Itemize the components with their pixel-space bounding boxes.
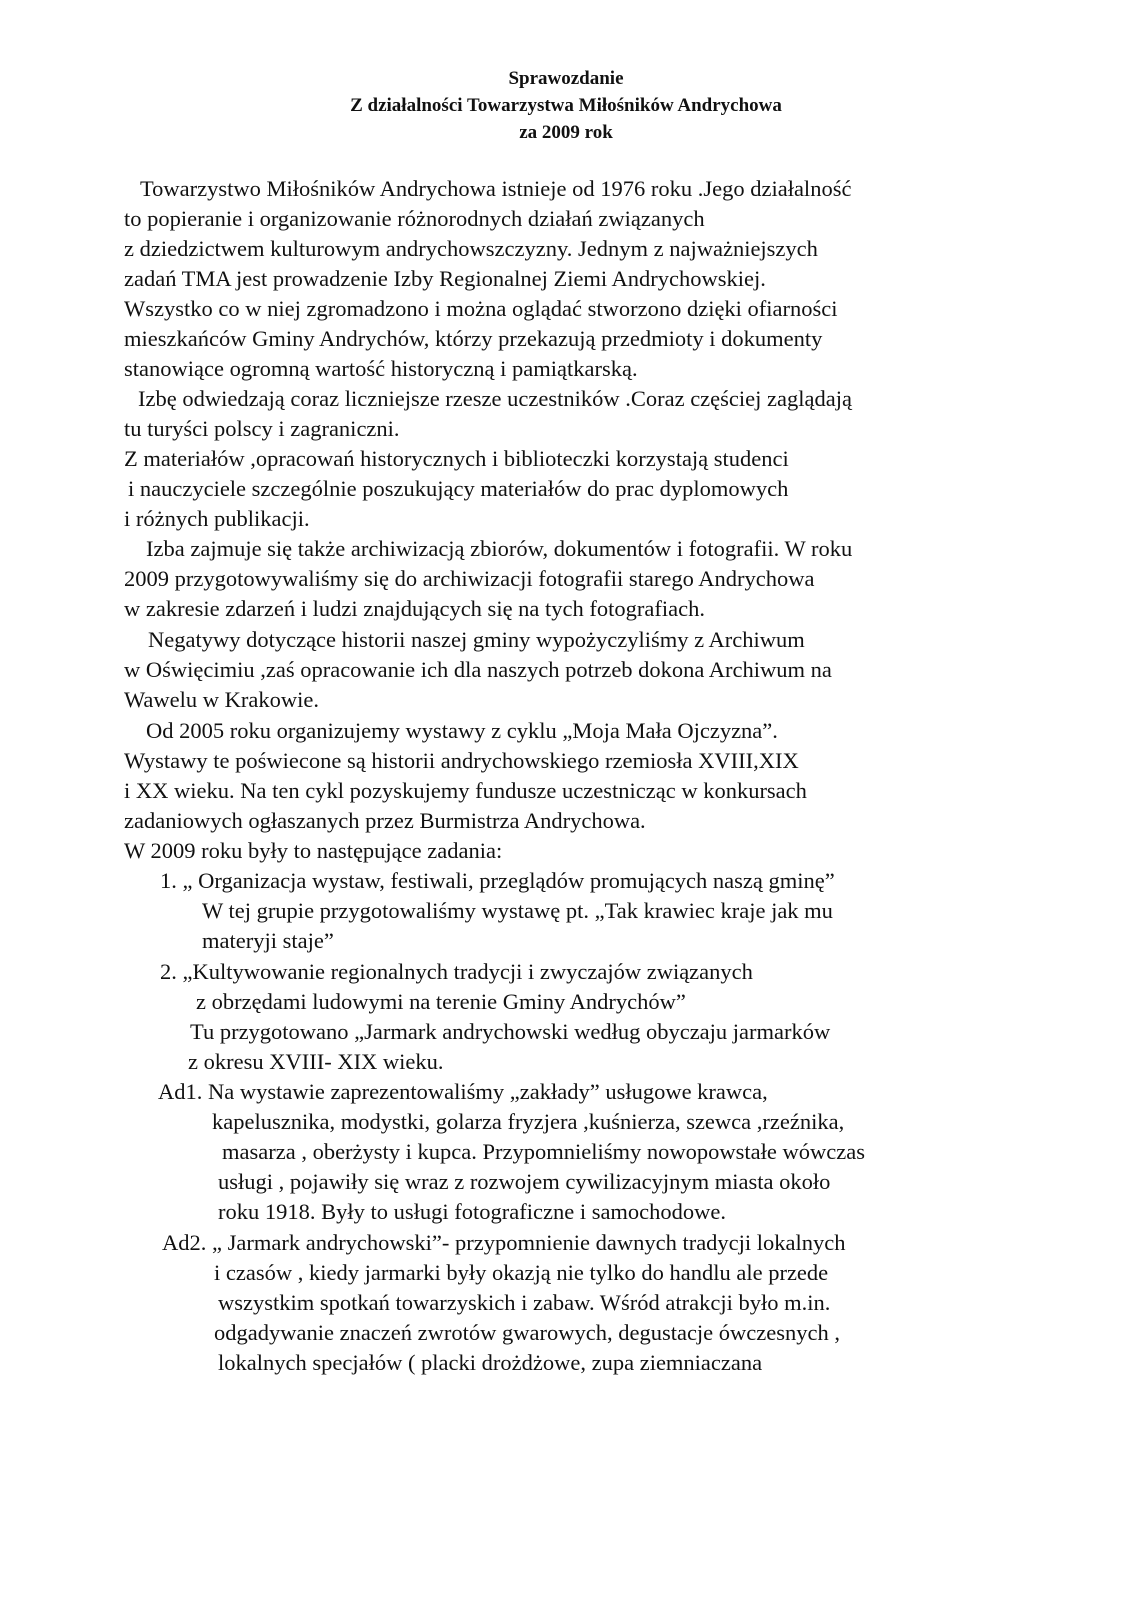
text-line: i nauczyciele szczególnie poszukujący materiałów do prac dyplomowych [128, 476, 789, 501]
text-line: W tej grupie przygotowaliśmy wystawę pt. „Tak krawiec kraje jak mu [202, 898, 833, 923]
text-line: i różnych publikacji. [124, 506, 310, 531]
text-line: z okresu XVIII- XIX wieku. [188, 1049, 444, 1074]
text-line: i czasów , kiedy jarmarki były okazją nie tylko do handlu ale przede [214, 1260, 829, 1285]
text-line: Negatywy dotyczące historii naszej gminy wypożyczyliśmy z Archiwum [148, 627, 805, 652]
text-line: kapelusznika, modystki, golarza fryzjera ,kuśnierza, szewca ,rzeźnika, [212, 1109, 845, 1134]
text-line: Z materiałów ,opracowań historycznych i biblioteczki korzystają studenci [124, 446, 789, 471]
text-line: Wszystko co w niej zgromadzono i można oglądać stworzono dzięki ofiarności [124, 296, 838, 321]
text-line: roku 1918. Były to usługi fotograficzne i samochodowe. [218, 1199, 727, 1224]
text-line: Wawelu w Krakowie. [124, 687, 319, 712]
text-line: usługi , pojawiły się wraz z rozwojem cywilizacyjnym miasta około [218, 1169, 831, 1194]
text-line: i XX wieku. Na ten cykl pozyskujemy fundusze uczestnicząc w konkursach [124, 778, 807, 803]
text-line: Ad2. „ Jarmark andrychowski”- przypomnienie dawnych tradycji lokalnych [162, 1230, 846, 1255]
text-line: Towarzystwo Miłośników Andrychowa istnieje od 1976 roku .Jego działalność [140, 176, 852, 201]
text-line: to popieranie i organizowanie różnorodnych działań związanych [124, 206, 705, 231]
text-line: z dziedzictwem kulturowym andrychowszczyzny. Jednym z najważniejszych [124, 236, 818, 261]
text-line: tu turyści polscy i zagraniczni. [124, 416, 400, 441]
text-line: w zakresie zdarzeń i ludzi znajdujących się na tych fotografiach. [124, 596, 705, 621]
document-title: Sprawozdanie [508, 68, 624, 89]
text-line: w Oświęcimiu ,zaś opracowanie ich dla naszych potrzeb dokona Archiwum na [124, 657, 832, 682]
text-line: z obrzędami ludowymi na terenie Gminy Andrychów” [196, 989, 686, 1014]
text-line: Tu przygotowano „Jarmark andrychowski według obyczaju jarmarków [190, 1019, 831, 1044]
text-line: wszystkim spotkań towarzyskich i zabaw. Wśród atrakcji było m.in. [218, 1290, 831, 1315]
text-line: Ad1. Na wystawie zaprezentowaliśmy „zakłady” usługowe krawca, [158, 1079, 768, 1104]
text-line: zadaniowych ogłaszanych przez Burmistrza Andrychowa. [124, 808, 646, 833]
text-line: odgadywanie znaczeń zwrotów gwarowych, degustacje ówczesnych , [214, 1320, 840, 1345]
list-item: 1. „ Organizacja wystaw, festiwali, przeglądów promujących naszą gminę” [160, 868, 835, 893]
text-line: Izbę odwiedzają coraz liczniejsze rzesze uczestników .Coraz częściej zaglądają [138, 386, 852, 411]
text-line: masarza , oberżysty i kupca. Przypomnieliśmy nowopowstałe wówczas [222, 1139, 865, 1164]
text-line: Wystawy te poświecone są historii andrychowskiego rzemiosła XVIII,XIX [124, 748, 799, 773]
text-line: W 2009 roku były to następujące zadania: [124, 838, 503, 863]
text-line: Izba zajmuje się także archiwizacją zbiorów, dokumentów i fotografii. W roku [146, 536, 853, 561]
document-subtitle: Z działalności Towarzystwa Miłośników Andrychowa [350, 95, 782, 116]
text-line: Od 2005 roku organizujemy wystawy z cyklu „Moja Mała Ojczyzna”. [146, 718, 778, 743]
text-line: mieszkańców Gminy Andrychów, którzy przekazują przedmioty i dokumenty [124, 326, 823, 351]
text-line: zadań TMA jest prowadzenie Izby Regionalnej Ziemi Andrychowskiej. [124, 266, 766, 291]
text-line: 2009 przygotowywaliśmy się do archiwizacji fotografii starego Andrychowa [124, 566, 815, 591]
text-line: materyji staje” [202, 928, 334, 953]
list-item: 2. „Kultywowanie regionalnych tradycji i zwyczajów związanych [160, 959, 753, 984]
text-line: lokalnych specjałów ( placki drożdżowe, zupa ziemniaczana [218, 1350, 763, 1375]
text-line: stanowiące ogromną wartość historyczną i pamiątkarską. [124, 356, 638, 381]
document-year: za 2009 rok [519, 122, 613, 143]
